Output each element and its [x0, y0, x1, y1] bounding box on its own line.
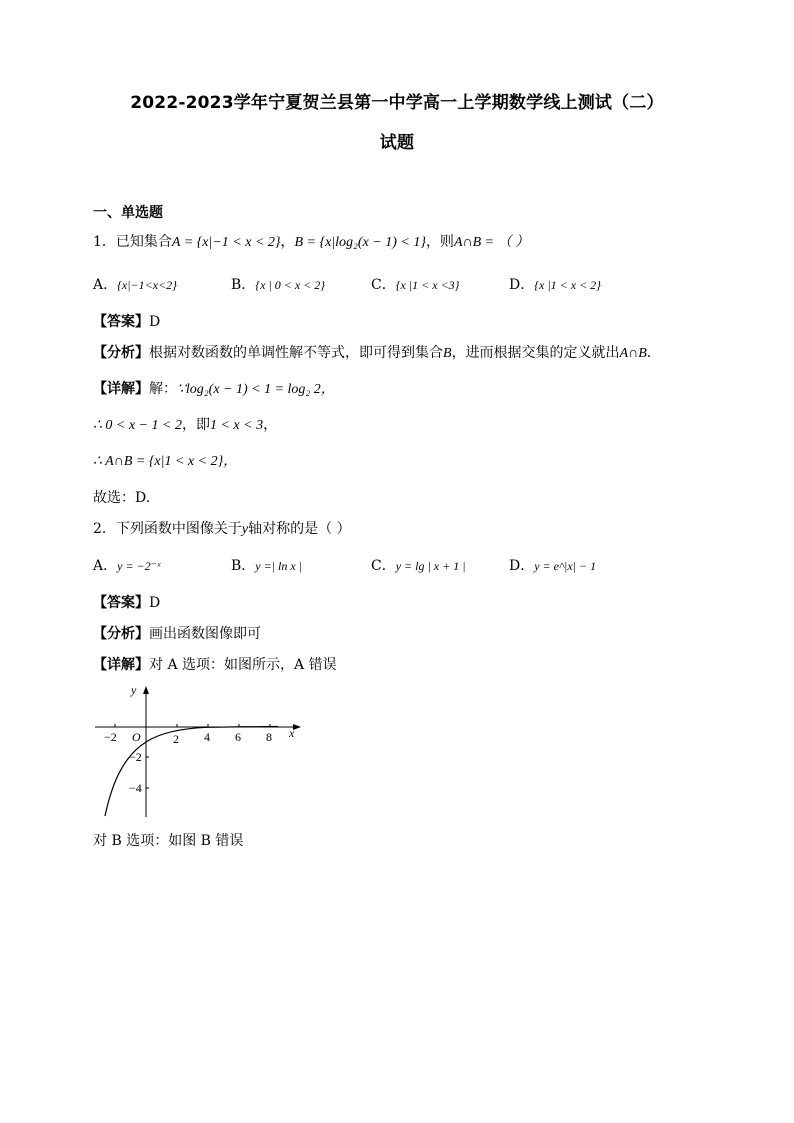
q2-option-c-label: C．	[371, 558, 396, 574]
q2-option-a-label: A．	[93, 558, 118, 574]
x-tick-label: 4	[204, 730, 210, 744]
q1-stem-prefix: 1．已知集合	[93, 234, 172, 250]
q1-step2-c: 1 < x < 3	[209, 418, 264, 433]
q2-analysis	[93, 625, 261, 643]
q1-option-c-value: {x |1 < x <3}	[395, 278, 460, 292]
origin-label: O	[132, 730, 141, 744]
q1-option-a	[93, 276, 177, 294]
y-tick-label: −4	[129, 781, 142, 795]
x-tick-label: 6	[235, 730, 241, 744]
y-tick-label: −2	[129, 750, 142, 764]
q1-answer	[93, 313, 160, 331]
q1-option-a-value: {x|−1<x<2}	[117, 278, 177, 292]
x-tick-label: 2	[173, 732, 179, 746]
q1-option-c-label: C．	[371, 277, 396, 293]
q2-option-d-value: y = e^|x| − 1	[534, 559, 597, 573]
q1-detail	[93, 380, 335, 399]
q1-conclusion: 故选：D.	[93, 490, 151, 506]
q2-option-a-value: y = −2⁻ˣ	[117, 559, 161, 573]
q2-option-b-label: B．	[231, 558, 256, 574]
question-2-stem	[93, 520, 351, 539]
q1-answer-tag: 【答案】	[93, 314, 149, 330]
q2-analysis-text: 画出函数图像即可	[149, 626, 261, 642]
q2-option-c-value: y = lg | x + 1 |	[395, 559, 466, 573]
q2-stem-var: y	[241, 522, 249, 537]
function-graph	[93, 680, 308, 820]
q1-detail-text: 解：	[149, 381, 177, 397]
q1-detail-line1: ∵log₂(x − 1) < 1 = log₂ 2，	[177, 382, 335, 397]
q1-set-a: A = {x|−1 < x < 2}	[171, 235, 281, 250]
q2-option-a	[93, 557, 160, 575]
q1-analysis-tag: 【分析】	[93, 345, 149, 361]
q1-analysis-text2: ，进而根据交集的定义就出	[451, 345, 620, 361]
q1-analysis-end: .	[646, 345, 652, 361]
q1-answer-value: D	[149, 314, 161, 330]
curve-y-neg-2-pow-neg-x	[105, 727, 278, 817]
q2-answer	[93, 594, 160, 612]
q2-detail-tag: 【详解】	[93, 657, 149, 673]
q2-option-c	[371, 557, 466, 575]
q1-option-d-label: D．	[509, 277, 535, 293]
q1-option-c	[371, 276, 459, 294]
y-axis-label: y	[131, 683, 137, 697]
q2-detail	[93, 656, 337, 674]
q1-detail-tag: 【详解】	[93, 381, 149, 397]
q1-analysis	[93, 344, 651, 363]
question-1-stem	[93, 233, 529, 252]
q1-option-d	[509, 276, 601, 294]
q2-option-b-value: y =| ln x |	[255, 559, 302, 573]
q1-sep: ，	[280, 234, 295, 250]
q1-option-a-label: A．	[93, 277, 118, 293]
x-tick-label: 8	[266, 730, 272, 744]
section-heading: 一、单选题	[93, 205, 163, 221]
x-tick-label: −2	[104, 730, 117, 744]
q2-answer-tag: 【答案】	[93, 595, 149, 611]
q1-step3: ∴ A∩B = {x|1 < x < 2}，	[93, 454, 238, 469]
q2-option-d	[509, 557, 596, 575]
x-axis-label: x	[289, 726, 295, 740]
q1-set-b: B = {x|log₂(x − 1) < 1}	[294, 235, 426, 250]
q1-option-b-value: {x | 0 < x < 2}	[255, 278, 326, 292]
q1-detail-step2	[93, 416, 277, 435]
q1-option-d-value: {x |1 < x < 2}	[534, 278, 601, 292]
q2-stem-suffix: 轴对称的是（ ）	[248, 521, 351, 537]
q2-answer-value: D	[149, 595, 161, 611]
page-title-line2: 试题	[379, 133, 415, 153]
q1-step2-b: ，即	[181, 417, 210, 433]
q2-stem-prefix: 2．下列函数中图像关于	[93, 521, 242, 537]
q1-option-b-label: B．	[231, 277, 256, 293]
q1-analysis-b: B	[443, 346, 452, 361]
q1-analysis-expr: A∩B	[619, 346, 647, 361]
q1-step2-a: ∴ 0 < x − 1 < 2	[93, 418, 182, 433]
q2-next-line: 对 B 选项：如图 B 错误	[93, 833, 244, 849]
q1-ask: A∩B = （ ）	[453, 235, 530, 250]
q1-step2-d: ，	[263, 417, 278, 433]
q2-detail-text: 对 A 选项：如图所示，A 错误	[149, 657, 337, 673]
q1-stem-suffix: ，则	[425, 234, 454, 250]
q1-option-b	[231, 276, 325, 294]
q1-detail-step3	[93, 452, 237, 471]
q2-analysis-tag: 【分析】	[93, 626, 149, 642]
q1-analysis-text: 根据对数函数的单调性解不等式，即可得到集合	[149, 345, 443, 361]
q2-option-d-label: D．	[509, 558, 535, 574]
q2-option-b	[231, 557, 302, 575]
y-axis-arrow	[143, 686, 149, 694]
page-title: 2022-2023学年宁夏贺兰县第一中学高一上学期数学线上测试（二）	[130, 93, 664, 113]
